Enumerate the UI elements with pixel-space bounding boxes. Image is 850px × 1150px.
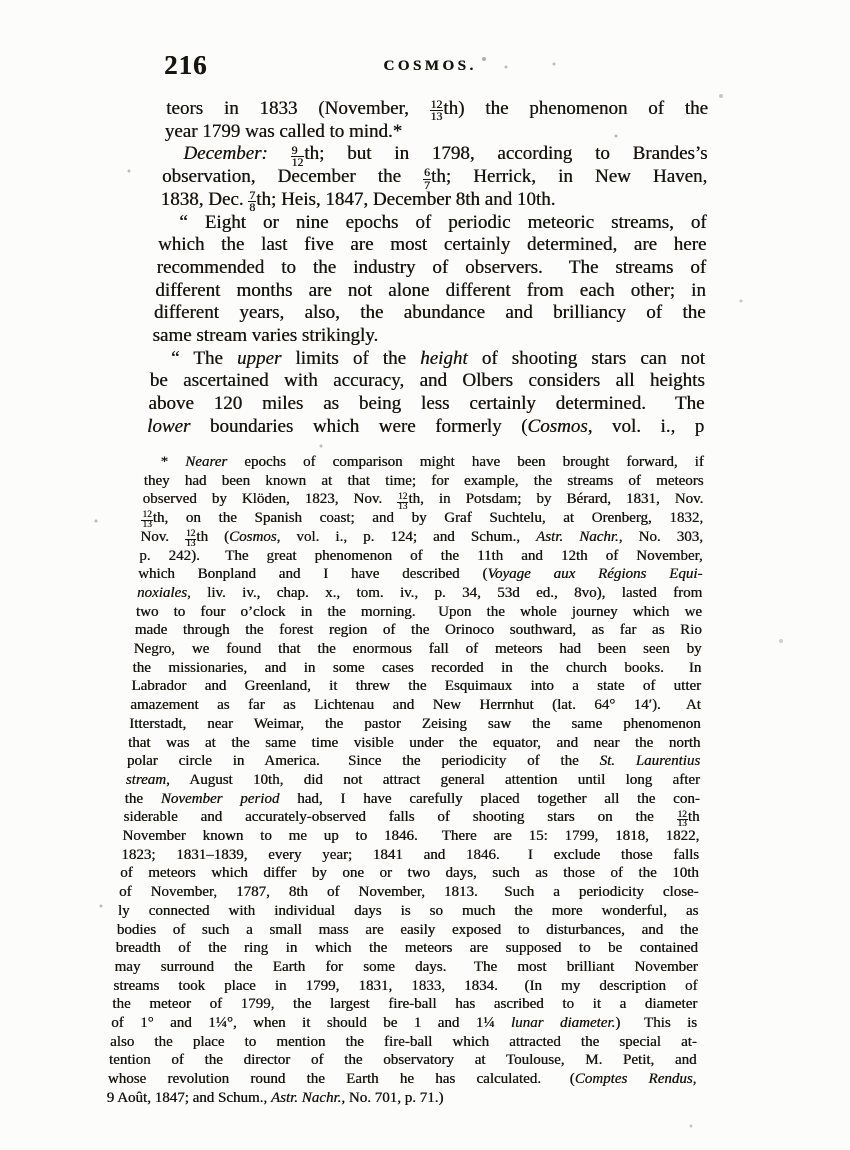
italic-text-run: stream	[125, 771, 167, 788]
text-run: different months are not alone different from each other; in	[155, 279, 706, 301]
text-run: the	[124, 790, 161, 807]
text-line	[125, 790, 700, 809]
stacked-fraction: $\frac{12}{13}$	[142, 510, 152, 531]
text-line	[122, 827, 699, 846]
text-run: , liv. iv., chap. x., tom. iv., p. 34, 53d ed., 8vo), lasted from	[186, 584, 703, 601]
text-run: limits of the	[281, 347, 421, 369]
text-line	[135, 621, 702, 640]
italic-text-run: noxiales	[136, 584, 187, 601]
text-run: streams took place in 1799, 1831, 1833, 1834. (In my description of	[113, 977, 698, 994]
text-run: th; Herrick, in New Haven,	[430, 166, 708, 188]
text-run: may surround the Earth for some days. The most brilliant November	[114, 958, 698, 975]
stacked-fraction: $\frac{6}{7}$	[424, 166, 430, 192]
italic-text-run: lunar diameter.	[510, 1015, 616, 1031]
scan-noise-specks	[0, 0, 2, 2]
text-run: epochs of comparison might have been brought forward, if	[227, 454, 704, 470]
text-line	[118, 902, 698, 921]
text-line	[108, 1070, 697, 1089]
text-run: ) This is	[615, 1015, 698, 1031]
text-line	[120, 864, 699, 883]
text-line	[136, 603, 702, 622]
italic-text-run: height	[420, 347, 468, 369]
text-run: that was at the same time visible under the equator, and near the north	[127, 734, 701, 751]
text-run: , vol. i., p	[587, 415, 705, 437]
text-run: , August 10th, did not attract general attention until long after	[166, 771, 700, 788]
text-line	[165, 121, 708, 144]
text-run: two to four o’clock in the morning. Upon the whole journey which we	[135, 603, 702, 620]
text-run: th; but in 1798, according to Brandes’s	[304, 143, 708, 165]
text-line	[109, 1051, 697, 1070]
text-line	[147, 416, 704, 439]
text-line	[129, 715, 701, 734]
text-run: they had been known at that time; for example, the streams of meteors	[143, 472, 704, 489]
stacked-fraction: $\frac{12}{13}$	[186, 529, 196, 549]
text-line	[117, 921, 698, 940]
text-run: boundaries which were formerly (	[190, 415, 528, 437]
text-run: polar circle in America. Since the periodicity of the	[126, 753, 600, 770]
text-run: had, I have carefully placed together all the con-	[279, 790, 700, 807]
text-run: above 120 miles as being less certainly determined. The	[148, 393, 705, 415]
text-run: observation, December the	[162, 166, 424, 188]
text-run: “ The	[171, 347, 237, 369]
text-line	[116, 939, 698, 958]
text-line	[112, 995, 697, 1014]
italic-text-run: Cosmos	[229, 528, 277, 545]
text-run: breadth of the ring in which the meteors are supposed to be contained	[115, 940, 698, 957]
text-line	[154, 302, 706, 325]
text-line	[158, 234, 706, 257]
text-run: which the last five are most certainly determined, are here	[157, 234, 707, 256]
text-line	[157, 257, 707, 280]
text-run: Negro, we found that the enormous fall of meteors had been seen by	[133, 641, 702, 657]
text-line	[134, 640, 702, 659]
text-run: th	[687, 809, 700, 826]
text-run: year 1799 was called to mind.*	[164, 120, 403, 142]
text-run: 1838, Dec.	[160, 188, 249, 210]
text-run: p. 242). The great phenomenon of the 11th and 12th of November,	[139, 547, 703, 564]
text-line	[130, 696, 701, 715]
text-run: observed by Klöden, 1823, Nov.	[142, 491, 398, 508]
stacked-fraction: $\frac{9}{12}$	[291, 143, 304, 169]
text-run: of 1° and 1¼°, when it should be 1 and 1¼	[111, 1015, 511, 1031]
text-run: 9 Août, 1847; and Schum.,	[106, 1089, 271, 1106]
stacked-fraction: $\frac{12}{13}$	[398, 491, 408, 512]
text-run: th, on the Spanish coast; and by Graf Suchtelu, at Orenberg, 1832,	[152, 510, 704, 527]
text-line	[113, 977, 697, 996]
stacked-fraction: $\frac{7}{8}$	[249, 189, 256, 215]
text-line	[144, 472, 704, 491]
text-run: , vol. i., p. 124; and Schum.,	[276, 528, 536, 545]
text-run: th; Heis, 1847, December 8th and 10th.	[256, 188, 556, 210]
text-line	[121, 846, 699, 865]
text-line	[150, 370, 705, 393]
italic-text-run: December:	[183, 143, 291, 165]
text-line	[131, 677, 701, 696]
text-run: of meteors which differ by one or two days, such as those of the 10th	[120, 865, 699, 882]
page-number: 216	[164, 50, 208, 80]
italic-text-run: St. Laurentius	[599, 753, 701, 770]
text-line	[119, 883, 699, 902]
italic-text-run: Cosmos	[527, 415, 588, 437]
italic-text-run: November period	[160, 790, 280, 807]
text-line	[128, 734, 700, 753]
italic-text-run: Comptes Rendus,	[574, 1071, 697, 1088]
text-run: “ Eight or nine epochs of periodic meteoric streams, of	[179, 211, 707, 233]
text-run: 1823; 1831–1839, every year; 1841 and 1846. I exclude those falls	[121, 846, 700, 863]
text-run: of shooting stars can not	[467, 347, 705, 369]
text-run: amazement as far as Lichtenau and New Herrnhut (lat. 64° 14′). At	[130, 697, 701, 714]
text-line	[159, 212, 706, 235]
text-run: the meteor of 1799, the largest fire-ball has ascribed to it a diameter	[112, 996, 698, 1013]
text-run: the missionaries, and in some cases recorded in the church books. In	[132, 659, 702, 676]
text-run: of November, 1787, 8th of November, 1813. Such a periodicity close-	[119, 884, 699, 901]
text-run: th) the phenomenon of the	[443, 98, 708, 119]
italic-text-run: Nearer	[185, 454, 228, 470]
text-run: th, in Potsdam; by Bérard, 1831, Nov.	[408, 491, 704, 508]
text-run: siderable and accurately-observed falls of shooting stars on the	[123, 809, 677, 826]
text-run: ly connected with individual days is so much the more wonderful, as	[117, 902, 699, 919]
italic-text-run: lower	[147, 415, 191, 437]
text-run: recommended to the industry of observers. The streams of	[156, 256, 707, 278]
text-run: th (	[196, 528, 230, 545]
text-line	[148, 393, 704, 416]
text-run: Nov.	[140, 528, 185, 545]
text-line	[107, 1089, 696, 1108]
stacked-fraction: $\frac{12}{13}$	[430, 98, 443, 124]
text-run: *	[160, 454, 186, 470]
italic-text-run: Astr. Nachr.	[270, 1089, 342, 1106]
text-run: bodies of such a small mass are easily exposed to disturbances, and the	[116, 921, 699, 938]
text-line	[145, 453, 704, 472]
text-line	[138, 565, 702, 584]
text-run: , No. 701, p. 71.)	[341, 1089, 444, 1106]
text-line	[139, 547, 702, 566]
text-run: whose revolution round the Earth he has calculated. (	[107, 1071, 575, 1088]
text-line	[155, 280, 706, 303]
text-run: teors in 1833 (November,	[166, 98, 430, 119]
italic-text-run: Astr. Nachr.	[535, 528, 619, 545]
running-title: COSMOS.	[383, 58, 477, 74]
text-line	[115, 958, 698, 977]
text-run: November known to me up to 1846. There are 15: 1799, 1818, 1822,	[122, 828, 700, 844]
text-run: be ascertained with accuracy, and Olbers considers all heights	[149, 370, 705, 392]
text-run: Itterstadt, near Weimar, the pastor Zeising saw the same phenomenon	[129, 715, 701, 732]
text-line	[126, 771, 700, 790]
text-run: different years, also, the abundance and brilliancy of the	[153, 302, 706, 324]
stacked-fraction: $\frac{12}{13}$	[677, 809, 687, 830]
text-run: also the place to mention the fire-ball which attracted the special at-	[110, 1033, 697, 1050]
italic-text-run: Voyage aux Régions Equi-	[487, 566, 703, 583]
text-line	[132, 659, 701, 678]
text-run: which Bonpland and I have described (	[138, 566, 488, 583]
text-line	[153, 325, 706, 348]
text-run: made through the forest region of the Orinoco southward, as far as Rio	[134, 622, 702, 639]
text-run: tention of the director of the observatory at Toulouse, M. Petit, and	[108, 1052, 697, 1069]
text-run: same stream varies strikingly.	[152, 325, 379, 346]
text-run: , No. 303,	[618, 528, 703, 545]
text-run: Labrador and Greenland, it threw the Esquimaux into a state of utter	[131, 678, 702, 695]
text-line	[127, 752, 700, 771]
italic-text-run: upper	[236, 347, 282, 369]
text-line	[110, 1033, 697, 1052]
text-line	[111, 1014, 697, 1033]
text-line	[151, 348, 705, 371]
text-line	[137, 584, 702, 603]
